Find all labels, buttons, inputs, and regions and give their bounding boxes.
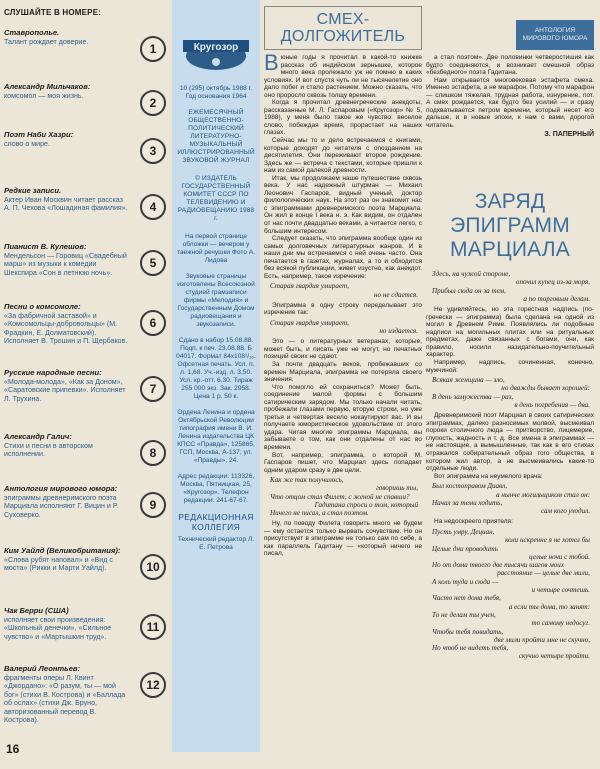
toc-item [4,368,172,403]
toc-item-title: Антология мирового юмора: [4,484,118,493]
poem-line: то самому недосуг. [531,619,590,628]
poem-line: а по торговым делам. [523,294,590,303]
toc-item-title: Александр Мильчаков: [4,82,91,91]
toc-item-title: Чак Берри (США) [4,606,69,615]
poem-line: но дважды бывает хорошей: [501,384,590,393]
publisher-info: © ИЗДАТЕЛЬ ГОСУДАРСТВЕННЫЙ КОМИТЕТ СССР ПО ТЕЛЕВИДЕНИЮ И РАДИОВЕЩАНИЮ 1988 г. [177,175,255,222]
toc-item [4,186,172,213]
poem-line: а нынче могильщиком стал он: [496,490,590,499]
poem-line: скучно четыре пройти. [518,652,590,661]
article-paragraph: Когда я прочитал древнегреческие анекдоты, рассказанные М. Л. Гаспаровым («Кругозор» № 5, 1988), у меня было такое же чувство: веселое слово, побеждая время, прорастает на наших глазах. [264,99,422,137]
article-paragraph: Следует сказать, что эпиграмма вообще один из самых долговечных литературных жанров. И в наши дни мы встречаемся с ней очень часто. Она печатается в газетах, журналах, а то и обходится без всякой публикации, живет изустно, как анекдот. Есть, например, такое изречение: [264,235,422,280]
logo-text: Кругозор [193,42,239,53]
poem-quote [432,482,594,515]
article-paragraph: а стал поэтом». Две половинки четверостишия как будто соединяются, и возникает смешной образ «безбедного» поэта Гадитана. [426,54,594,77]
toc-item-text: Мендельсон — Горовиц «Свадебный марш» из музыки к комедии Шекспира «Сон в летнюю ночь». [4,252,127,277]
poem-line: Всякая женщина — зло, [432,376,505,385]
toc-item [4,302,172,346]
toc-item-title: Песни о комсомоле: [4,302,81,311]
editorial-board-label: РЕДАКЦИОННАЯ КОЛЛЕГИЯ [178,512,254,532]
poem-line: говоришь ты, [376,484,418,493]
track-number-badge: 5 [140,250,166,276]
article-smekh-dolgozhitel [264,6,422,746]
poem-line: Целые дни проводить [432,544,498,553]
toc-item-title: Поэт Наби Хазри: [4,130,74,139]
article-paragraph: Например, надпись, сочиненная, конечно, мужчиной: [426,359,594,374]
article-paragraphs [426,306,594,374]
poem-quote [270,319,422,335]
poem-line: Что отцом стал Филет, с женой не спавши? [270,492,410,501]
article-paragraph: Нам открывается многовековая эстафета смеха. Именно эстафета, а не марафон. Потому что марафон — слишком тяжелая, трудная работа, изнурение, пот. А смех рождается, как будто без усилий — и сразу подхватывается петром времени, который несет его дальше, и в новые эпохи, к нам с вами, дорогой читатель. [426,76,594,129]
krugozor-logo [177,34,255,74]
article-paragraph: Итак, мы продолжаем наше путешествие сквозь века. У нас надежный штурман — Михаил Леонович Гаспаров, видный ученый, доктор филологических наук. На этот раз он знакомит нас с эпиграммами древнеримского поэта Марциала. Он жил в конце I века н. э. Как видим, он отдален от нас почти двадцатью веками, а читается легко, с большим интересом. [264,174,422,235]
toc-item-text: эпиграммы древнеримского поэта Марциала исполняют Г. Вицин и Р. Суховерко. [4,494,119,519]
cover-credit: На первой странице обложки — вечером у таежной речушки Фото А. Лидова [176,233,256,264]
epigrams-title: ЗАРЯД ЭПИГРАММ МАРЦИАЛА [450,190,570,261]
epigrams-body [426,268,594,664]
article-paragraph: Ну, по поводу Филета говорить много не будем — ему остается только вырвать сочувствие. Но он присутствует в эпиграмме не только сам по себе, а как параллель Гадитану — «который ничего не писал, [264,520,422,558]
article-paragraph: Сейчас мы то и дело встречаемся с книгами, которые доходят до читателя с опозданием на десятилетия. Они переживают второе рождение. Здесь же — встреча с текстами, которые пришли к нам из самой далекой древности. [264,137,422,175]
continuation-paragraphs [426,54,594,139]
poem-line: Начал за теми ходить, [432,498,503,507]
article-heading: СМЕХ-ДОЛГОЖИТЕЛЬ [280,11,406,45]
track-number-badge: 11 [140,614,166,640]
toc-item-text: исполняет свои произведения: «Школьный денечки», «Сильное чувство» и «Мартышкин труд». [4,616,112,641]
poem-line: сам кого уходил. [541,507,590,516]
poem-line: Прибыл сюда он за тем, [432,286,506,295]
poem-line: а если ты дома, то занят: [508,602,590,611]
article-paragraph: Это — о литературных ветеранах, которые, может быть, и писать уже не могут, но печатных позиций своих не сдают. [264,338,422,361]
article-paragraph: Вюные годы я прочитал в какой-то книжке рассказ об индийском зернышке, которое много века пролежало уж не помню в каких условиях. И вот спустя чуть ли не тысячелетие оно дало побег и стало растением. Можно сказать, что оно проросло сквозь толщу времени. [264,50,422,99]
article-paragraphs [264,338,422,474]
poem-line: коли искренне я не хотел бы [505,536,590,545]
toc-item [4,546,172,573]
poem-line: То не делам ты учен, [432,610,496,619]
toc-heading: СЛУШАЙТЕ В НОМЕРЕ: [4,8,102,17]
article-paragraph: Древнеримский поэт Марциал в своих сатирических эпиграммах, далеко разносимых молвой, высмеивал пороки столичного люда — притворство, лицемерие, глупость, жадность и т. д. Все имена в эпиграммах — не настоящие, а вымышленные, так как в его стихах отражался собирательный образ того общества, в котором жил автор, а не высмеивались какие-то отдельные люди. [426,412,594,473]
poem-line: и четыре сочтешь. [531,586,590,595]
poem-line: Ничего не писал, а стал поэтом. [270,508,369,517]
track-number-badge: 2 [140,90,166,116]
page-number: 16 [6,742,20,756]
rubric-label: АНТОЛОГИЯ МИРОВОГО ЮМОРА [516,20,594,50]
track-number-badge: 12 [140,672,166,698]
track-number-badge: 9 [140,492,166,518]
article-paragraph: Не удивляйтесь, но эта горестная надпись (по-гречески — эпиграмма) была сделана на одной из могил в Древнем Риме. Появлялись ли подобные надписи на могильных плитах или на ритуальных предметах, даже связанных с богами, они, как правило, носили назидательно-поучительный характер. [426,306,594,359]
track-number-badge: 1 [140,36,166,62]
editorial-address: Адрес редакции: 113326, Москва, Пятницкая, 25, «Кругозор». Телефон редакции: 241-67-67. [177,473,255,504]
toc-item [4,28,172,56]
article-paragraph: Эпиграмма в одну строку переделывает это изречение так: [264,301,422,317]
poem-line: Старая гвардия умирает, [270,282,350,291]
toc-item-title: Ким Уайлд (Великобритания): [4,546,121,555]
toc-item-title: Пианист В. Кулешов: [4,242,87,251]
poem-line: Но от дома твоего две тысячи шагов моих [432,561,564,570]
poem-line: Здесь, на чужой стороне, [432,270,511,278]
toc-item-title: Ставропольe. [4,28,60,37]
magazine-description: ЕЖЕМЕСЯЧНЫЙ ОБЩЕСТВЕННО-ПОЛИТИЧЕСКИЙ ЛИТЕРАТУРНО-МУЗЫКАЛЬНЫЙ ИЛЛЮСТРИРОВАННЫЙ ЗВУКОВОЙ ЖУРНАЛ [177,109,255,164]
poem-quote [432,528,594,661]
track-number-badge: 10 [140,554,166,580]
toc-item-text: слово о мире. [4,140,50,148]
poem-line: целые ночи с тобой. [529,552,590,561]
poem-line: А коль туда и сюда — [432,577,499,586]
track-number-badge: 6 [140,310,166,336]
article-paragraph: Что помогло ей сохраниться? Может быть, соединение малой формы с большим сатирическим зарядом. Мы только начали читать, пробежали глазами первую, вторую строки, но уже третья и четвертая весело нокаутируют вас. И вы получаете юмористическое удовольствие от этого удара. Читая многие эпиграммы Марциала, вы забываете о том, как они отдалены от нас во времени. [264,383,422,451]
poem-line: Но чтоб не видеть тебя, [432,644,509,653]
toc-item-title: Редкие записи. [4,186,62,195]
track-number-badge: 3 [140,138,166,164]
track-number-badge: 7 [140,376,166,402]
author-signature: З. ПАПЕРНЫЙ [544,131,594,139]
toc-item-title: Валерий Леонтьев: [4,664,81,673]
toc-item [4,432,172,459]
toc-item-text: «Слова рубят наповал» и «Вид с моста» (Рикки и Марти Уайлд). [4,556,113,573]
toc-item-text: комсомол — моя жизнь. [4,92,84,100]
print-info: Сдано в набор 15.08.88. Подп. к печ. 23.08.88. Б 04017. Формат 84х108¹/₁₆. Офсетная печать. Усл. п. л. 1,68. Уч.-изд. л. 3,50. Усл. кр.-отт. 6,30. Тираж 255 000 экз. Зак. 2958. Цена 1 р. 50 к. [176,337,256,400]
poem-line: Часто нет дома тебя, [432,594,501,603]
poem-line: Гадитана спроси о том, который [314,500,418,509]
poem-line: В день замужества — раз, [432,392,514,401]
article-paragraph: Вот, например, эпиграмма, о которой М. Гаспаров пишет, что Марциал здесь попадает одним ударом сразу в две цели. [264,451,422,474]
poem-quote [270,476,422,517]
table-of-contents [4,6,170,746]
poem-quote [432,376,594,409]
poem-line: но не сдается. [374,290,418,299]
toc-item-text: Стихи и песни в авторском исполнении. [4,442,93,459]
toc-item-text: Талант рождает доверие. [4,38,89,46]
toc-item-text: фрагменты оперы Л. Квинт «Джордано»: «О разум, ты — мой бог» (стихи В. Кострова) и «Баллада об ослах» (стихи Дж. Бруно, авторизованный перевод В. Кострова). [4,674,126,725]
toc-item [4,82,172,110]
track-number-badge: 8 [140,440,166,466]
toc-item [4,242,172,277]
toc-item [4,130,172,158]
poem-line: Пусть умру, Дециан, [432,527,495,536]
toc-item-text: Актер Иван Москвин читает рассказ А. П. Чехова «Лошадиная фамилия». [4,196,128,213]
poem-line: две мили пройти мне не скучно, [494,635,590,644]
poem-line: Как же так получилось, [270,476,344,485]
toc-item-title: Александр Галич: [4,432,72,441]
toc-item [4,606,172,641]
article-paragraphs [264,50,422,280]
article-heading-box [264,6,422,50]
issue-info: 10 (295) октябрь 1988 г. Год основания 1964 [179,85,253,100]
masthead [172,0,260,752]
article-paragraph: На недоскреего приятеля: [434,518,513,526]
article-continuation [426,6,594,139]
toc-item-text: «Молода-молода», «Как за Доном», «Саратовские припевки». Исполняет Л. Трухина. [4,378,126,403]
toc-item [4,484,172,519]
technical-editor: Технический редактор Л. Е. Петрова [177,536,255,551]
toc-item-text: «За фабричной заставой» и «Комсомольцы-добровольцы» (М. Фрадкин, Е. Долматовский). Исполняет В. Трошин и П. Щербаков. [4,312,128,346]
toc-item [4,664,172,724]
article-paragraph: Вот эпиграмма на неумелого врача: [434,472,543,480]
records-info: Звуковые страницы изготовлены Всесоюзной студией грамзаписи фирмы «Мелодия» и Государственным Домом радиовещания и звукозаписи. [177,273,255,328]
poem-line: опочил купец из-за моря, [515,278,590,287]
poem-quote [432,270,594,303]
printer-info: Ордена Ленина и ордена Октябрьской Революции типография имени В. И. Ленина издательства ЦК КПСС «Правда», 125865, ГСП, Москва, А-137, ул. «Правды», 24. [177,409,255,464]
track-number-badge: 4 [140,194,166,220]
article-paragraphs [264,520,422,558]
poem-line: Чтобы тебя повидать, [432,627,504,636]
toc-item-title: Русские народные песни: [4,368,102,377]
poem-line: но издается. [379,327,418,336]
poem-line: расстояние — целые две мили, [497,569,590,578]
poem-quote [270,282,422,298]
article-epigrams [426,6,594,746]
article-paragraphs [426,412,594,480]
article-paragraph: За почти двадцать веков, пробежавших со времен Марциала, эпиграмма не потеряла своего значения. [264,360,422,384]
poem-line: Был костоправом Диавл, [432,482,508,491]
poem-line: в день погребения — два. [514,401,590,409]
poem-line: Старая гвардия умирает, [270,318,350,327]
